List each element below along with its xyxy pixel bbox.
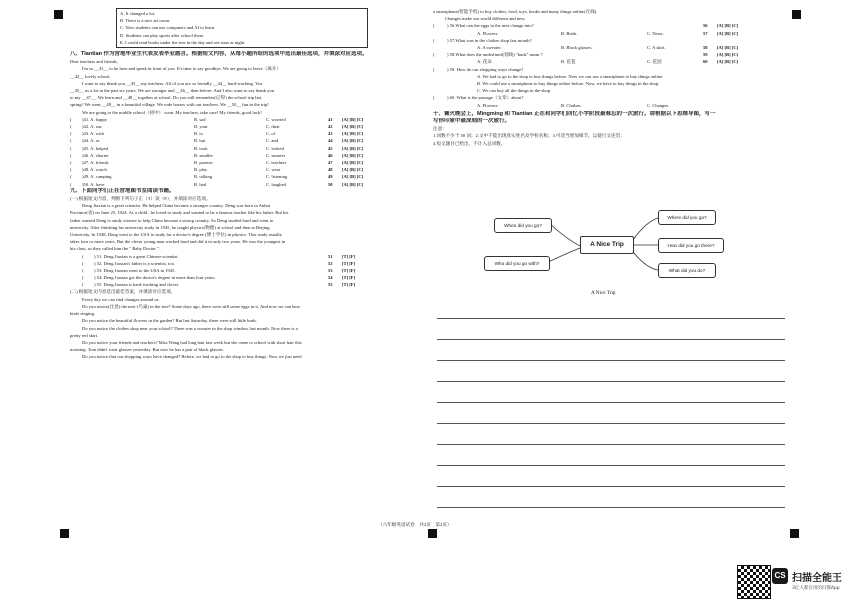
passage-line: takes four or more years. But the clever young man worked hard and did it in only two years. He was the youngest in — [70, 239, 286, 245]
option-c: C. A skirt. — [647, 44, 666, 50]
option-c: C. We can buy all the things in the shop. — [477, 88, 552, 94]
question-row — [433, 94, 793, 101]
answer-bubbles[interactable]: [T] [F] — [342, 275, 356, 281]
answer-number: 49 — [328, 174, 333, 180]
passage-line: Do you notice the beautiful flowers in the garden? But last Saturday, there were still little buds. — [82, 318, 257, 324]
choice-row — [70, 181, 426, 188]
choice-b: B. smaller — [194, 152, 213, 158]
corner-mark — [428, 529, 437, 538]
right-column — [433, 8, 793, 147]
answer-bracket[interactable]: ( — [433, 66, 435, 72]
choice-c: C. and — [266, 138, 278, 144]
answer-bracket[interactable]: ( — [70, 116, 72, 122]
answer-bracket[interactable]: ( — [433, 95, 435, 101]
answer-number: 55 — [328, 282, 333, 288]
passage-line: Do you notice the clothes shop near your school? There was a sweater in the shop window last month. Now there is a — [82, 325, 298, 331]
answer-bracket[interactable]: ( — [82, 282, 84, 288]
answer-bubbles[interactable]: [A] [B] [C] — [717, 44, 739, 50]
passage-line: I'm so __41__ to be here and speak in front of you. It's time to say goodbye. We are going to leave（离开） — [82, 66, 282, 72]
answer-bubbles[interactable]: [A] [B] [C] — [717, 30, 739, 36]
writing-line[interactable] — [437, 339, 785, 340]
choice-c: C. laughed — [266, 181, 286, 187]
choice-c: C. worried — [266, 116, 286, 122]
question-row — [433, 51, 793, 58]
left-column — [70, 8, 426, 361]
choice-a: )48. A. watch — [82, 167, 107, 173]
choice-row — [70, 166, 426, 173]
option-c: C. Now students can use computers and AI to learn. — [120, 25, 216, 31]
writing-line[interactable] — [437, 423, 785, 424]
option-d: D. Students can play sports after school there. — [120, 32, 205, 38]
choice-b: B. parents — [194, 159, 213, 165]
choice-c: C. smarter — [266, 152, 286, 158]
answer-bracket[interactable]: ( — [82, 253, 84, 259]
choice-b: B. play — [194, 167, 208, 173]
question-text: ) 58.What does the underlined(划线) "buds" mean ? — [447, 52, 543, 58]
tf-statement: ) 51. Deng Jiaxian is a great Chinese scientist. — [94, 253, 179, 259]
passage-line: his class, so they called him the " Baby Doctor ". — [70, 246, 160, 252]
answer-number: 51 — [328, 253, 333, 259]
choice-a: )45. A. helped — [82, 145, 109, 151]
choice-a: )41. A. happy — [82, 116, 108, 122]
options-row — [433, 44, 793, 51]
answer-number: 43 — [328, 131, 333, 137]
question-text: ) 60. What is the passage（文章）about? — [447, 95, 524, 101]
answer-number: 41 — [328, 116, 333, 122]
scanner-brand: 扫描全能王 — [792, 573, 842, 584]
answer-number: 45 — [328, 145, 333, 151]
passage-line: __42__ lovely school. — [70, 73, 111, 79]
sub-heading: (二) 根据短文内容选出最佳答案，并填涂对应选项。 — [70, 289, 176, 295]
choice-c: C. listening — [266, 174, 288, 180]
tf-row — [70, 267, 426, 274]
answer-bubbles[interactable]: [A] [B] [C] — [717, 23, 739, 29]
option-c: C. Changes. — [647, 102, 670, 108]
answer-bracket[interactable]: ( — [70, 174, 72, 180]
answer-bubbles[interactable]: [A] [B] [C] — [342, 159, 364, 165]
writing-line[interactable] — [437, 360, 785, 361]
node-what: What did you do? — [658, 263, 716, 278]
writing-line[interactable] — [437, 486, 785, 487]
passage-line: __45__ us a lot in the past six years. We are stronger and __46__ than before. And I also want to say thank you — [70, 88, 275, 94]
answer-number: 52 — [328, 260, 333, 266]
choice-a: )44. A. or — [82, 138, 100, 144]
choice-a: )50. A. have — [82, 181, 105, 187]
choice-row — [70, 123, 426, 130]
corner-mark — [54, 10, 63, 19]
notes-label: 注意： — [433, 126, 447, 132]
choice-b: B. talking — [194, 174, 213, 180]
passage-line: to my __47__. We learn and __48__ together at school. Do you still remember(记得) the school trip last — [70, 95, 262, 101]
choice-a: )43. A. with — [82, 131, 104, 137]
choice-row — [70, 130, 426, 137]
options-row — [433, 102, 793, 109]
option-a: A. We had to go to the shop to buy things before. Now we can use a smartphone to buy things online. — [477, 73, 664, 79]
note-1: 1.词数不少于 50 词；2.文中不能出现真实姓名及学校名称；3.可适当增加细节，以使行文连贯； — [433, 133, 625, 139]
answer-bracket[interactable]: ( — [70, 145, 72, 151]
choice-row — [70, 159, 426, 166]
answer-bracket[interactable]: ( — [70, 159, 72, 165]
answer-bracket[interactable]: ( — [82, 275, 84, 281]
options-row — [433, 30, 793, 37]
answer-number: 50 — [328, 181, 333, 187]
option-a: A. A sweater. — [477, 44, 502, 50]
passage-line: I want to say thank you __43__ my teachers. All of you are so friendly __44__ hard-working. You — [82, 80, 263, 86]
passage-line: Deng Jiaxian is a great scientist. He helped China become a stronger country. Deng was born in Anhui — [82, 203, 271, 209]
answer-number: 47 — [328, 159, 333, 165]
option-b: B. There is a nice art room. — [120, 18, 171, 24]
option-a: A. Flowers. — [477, 30, 499, 36]
passage-line: birds singing. — [70, 311, 96, 317]
greeting: Dear teachers and friends, — [70, 59, 118, 65]
scanner-tagline: 3亿人都在用的扫描App — [792, 586, 840, 591]
tf-row — [70, 281, 426, 288]
answer-bubbles[interactable]: [A] [B] [C] — [717, 59, 739, 65]
node-center: A Nice Trip — [580, 236, 634, 254]
option-c: C. 花园 — [647, 59, 662, 65]
choice-a: )46. A. shorter — [82, 152, 109, 158]
node-who: Who did you go with? — [484, 256, 550, 271]
answer-bubbles[interactable]: [A] [B] [C] — [342, 181, 364, 187]
question-text: ) 57.What was in the clothes shop last month? — [447, 37, 532, 43]
choice-b: B. had — [194, 181, 206, 187]
answer-bracket[interactable]: ( — [70, 138, 72, 144]
option-b: B. Birds. — [561, 30, 578, 36]
option-b: B. We could use a smartphone to buy things online before. Now, we have to buy things in the shop. — [477, 80, 660, 86]
answer-bubbles[interactable]: [A] [B] [C] — [342, 116, 364, 122]
answer-number: 42 — [328, 124, 333, 130]
answer-bubbles[interactable]: [A] [B] [C] — [717, 52, 739, 58]
answer-number: 58 — [703, 44, 708, 50]
page-footer: （六年级英语试卷 共2页 第2页） — [378, 522, 452, 527]
option-b: B. Clothes. — [561, 102, 582, 108]
section-10-heading: 十、篝火晚会上，Mingming 和 Tiantian 正在和同学们回忆小学阶段最难忘的一次旅行。请根据以下思维导图，写一 — [433, 110, 716, 117]
passage-line: university. After finishing his university study in 1945, he taught physics(物理) at school and then at Beijing — [70, 224, 270, 230]
choice-row — [70, 145, 426, 152]
tf-row — [70, 253, 426, 260]
answer-number: 59 — [703, 52, 708, 58]
options-row — [433, 58, 793, 65]
writing-line[interactable] — [437, 507, 785, 508]
passage-line: pretty red skirt. — [70, 332, 99, 338]
answer-bracket[interactable]: ( — [70, 152, 72, 158]
answer-bracket[interactable]: ( — [70, 131, 72, 137]
choice-row — [70, 152, 426, 159]
answer-bubbles[interactable]: [A] [B] [C] — [342, 131, 364, 137]
writing-line[interactable] — [437, 444, 785, 445]
choice-c: C. teachers — [266, 159, 287, 165]
node-how: How did you go there? — [658, 238, 724, 253]
answer-number: 60 — [703, 59, 708, 65]
answer-number: 57 — [703, 30, 708, 36]
answer-number: 44 — [328, 138, 333, 144]
answer-bracket[interactable]: ( — [82, 267, 84, 273]
choice-row — [70, 116, 426, 123]
answer-number: 56 — [703, 23, 708, 29]
answer-bracket[interactable]: ( — [433, 37, 435, 43]
section-10-heading-cont: 写你印象中最深刻的一次旅行。 — [433, 117, 511, 124]
node-when: When did you go? — [494, 218, 552, 233]
choice-row — [70, 137, 426, 144]
answer-bubbles[interactable]: [T] [F] — [342, 282, 356, 288]
tf-questions — [70, 253, 426, 289]
answer-bubbles[interactable]: [A] [B] [C] — [342, 124, 364, 130]
qr-code-icon — [737, 565, 771, 599]
tf-statement: ) 55. Deng Jiaxian is hard-working and clever. — [94, 282, 180, 288]
option-a: A. Flowers. — [477, 102, 499, 108]
passage-line: a smartphone(智能手机) to buy clothes, food, toys, books and many things online(在线). — [433, 9, 598, 14]
passage-line: Every day we can find changes around us. — [82, 296, 160, 302]
question-row — [433, 37, 793, 44]
answer-bubbles[interactable]: [A] [B] [C] — [342, 145, 364, 151]
tf-statement: ) 53. Deng Jiaxian went to the USA in 1945. — [94, 267, 176, 273]
section-8-heading: 八、Tiantian 作为营地毕业生代表发表毕业感言。根据短文内容，从每小题所给的选项中选出最佳选项，并填涂对应选项。 — [70, 51, 368, 58]
answer-bubbles[interactable]: [A] [B] [C] — [342, 167, 364, 173]
answer-bubbles[interactable]: [A] [B] [C] — [342, 138, 364, 144]
choice-row — [70, 173, 426, 180]
passage-line: University. In 1948, Deng went to the USA to study for a doctor's degree (博士学位) in physics. This study usually — [70, 231, 282, 237]
passage-line: Do you notice that our shopping ways have changed? Before, we had to go to the shop to buy things. Now we just need — [82, 354, 302, 360]
option-a: A. It changed a lot. — [120, 11, 156, 16]
passage-line: morning. Tom didn't wear glasses yesterday. But now he has a pair of black glasses. — [70, 347, 224, 353]
answer-bubbles[interactable]: [T] [F] — [342, 260, 356, 266]
passage-line: spring? We went __49__ in a beautiful village. We rode horses with our teachers. We __50__ fun in the trip! — [70, 102, 269, 108]
question-text: ) 59. How do our shopping ways change? — [447, 66, 524, 72]
choice-a: )47. A. friends — [82, 159, 109, 165]
passage-line: We are going to the middle school（初中） soon. My teachers, take care! My friends, good luck! — [82, 109, 262, 115]
choice-c: C. looked — [266, 145, 284, 151]
choice-b: B. but — [194, 138, 206, 144]
sub-heading: (一) 根据短文内容，判断下列句子正（T）误（F），并填涂对应选项。 — [70, 195, 211, 201]
choice-c: C. their — [266, 124, 280, 130]
answer-bracket[interactable]: ( — [70, 124, 72, 130]
writing-line[interactable] — [437, 465, 785, 466]
question-row — [433, 66, 793, 73]
answer-bubbles[interactable]: [A] [B] [C] — [342, 152, 364, 158]
question-row — [433, 22, 793, 29]
answer-bracket[interactable]: ( — [70, 181, 72, 187]
corner-mark — [792, 10, 801, 19]
passage-line: Province(省) on June 25, 1924. As a child , he loved to study and wanted to be a famous teacher like his father. But his — [70, 210, 289, 216]
node-where: Where did you go? — [658, 210, 716, 225]
answer-number: 46 — [328, 152, 333, 158]
corner-mark — [60, 529, 69, 538]
writing-line[interactable] — [437, 318, 785, 319]
option-a: A. 花朵 — [477, 59, 492, 65]
answer-bubbles[interactable]: [T] [F] — [342, 253, 356, 259]
choice-b: B. sad — [194, 116, 206, 122]
writing-line[interactable] — [437, 402, 785, 403]
choice-b: B. your — [194, 124, 208, 130]
choice-c: C. of — [266, 131, 276, 137]
passage-line: Do you notice your friends and teachers? Miss Wang had long hair last week but she came to school with short hair this — [82, 339, 302, 345]
writing-line[interactable] — [437, 381, 785, 382]
tf-statement: ) 52. Deng Jiaxian's father is a scientist, too. — [94, 260, 176, 266]
essay-title: A Nice Trip — [591, 290, 616, 296]
question-text: ) 56.What can the eggs in the nest change into? — [447, 23, 534, 29]
answer-bubbles[interactable]: [T] [F] — [342, 267, 356, 273]
choice-b: B. to — [194, 131, 203, 137]
passage-line: father wanted Deng to study science to help China become a strong country. So Deng studied hard and went to — [70, 217, 274, 223]
tf-row — [70, 260, 426, 267]
tf-statement: ) 54. Deng Jiaxian got the doctor's degree in more than four years. — [94, 275, 216, 281]
answer-bracket[interactable]: ( — [70, 167, 72, 173]
cloze-choices — [70, 116, 426, 188]
answer-number: 48 — [328, 167, 333, 173]
answer-number: 54 — [328, 275, 333, 281]
choice-a: )42. A. our — [82, 124, 102, 130]
passage-line: Changes make our world different and new. — [445, 16, 526, 22]
passage-line: Do you notice(注意) the nest (鸟巢) in the tree? Some days ago, there were still some eggs in it. And now we can hear — [82, 303, 301, 309]
option-c: C. Nests. — [647, 30, 664, 36]
note-2: 4.短文题目已给出，不计入总词数。 — [433, 140, 506, 146]
corner-mark — [790, 529, 799, 538]
camscanner-logo-icon: CS — [772, 568, 788, 584]
option-b: B. 花苞 — [561, 59, 576, 65]
options-box — [116, 8, 368, 48]
choice-c: C. wear — [266, 167, 281, 173]
section-9-heading: 九、下面同学们正在营地图书室阅读书籍。 — [70, 187, 175, 194]
answer-bracket[interactable]: ( — [433, 23, 435, 29]
answer-bracket[interactable]: ( — [82, 260, 84, 266]
option-b: B. Black glasses. — [561, 44, 593, 50]
tf-row — [70, 274, 426, 281]
answer-bubbles[interactable]: [A] [B] [C] — [342, 174, 364, 180]
answer-number: 53 — [328, 267, 333, 273]
answer-bracket[interactable]: ( — [433, 52, 435, 58]
choice-a: )49. A. camping — [82, 174, 112, 180]
option-e: E. I could read books under the tree in the day and see stars at night. — [120, 39, 246, 45]
choice-b: B. took — [194, 145, 208, 151]
